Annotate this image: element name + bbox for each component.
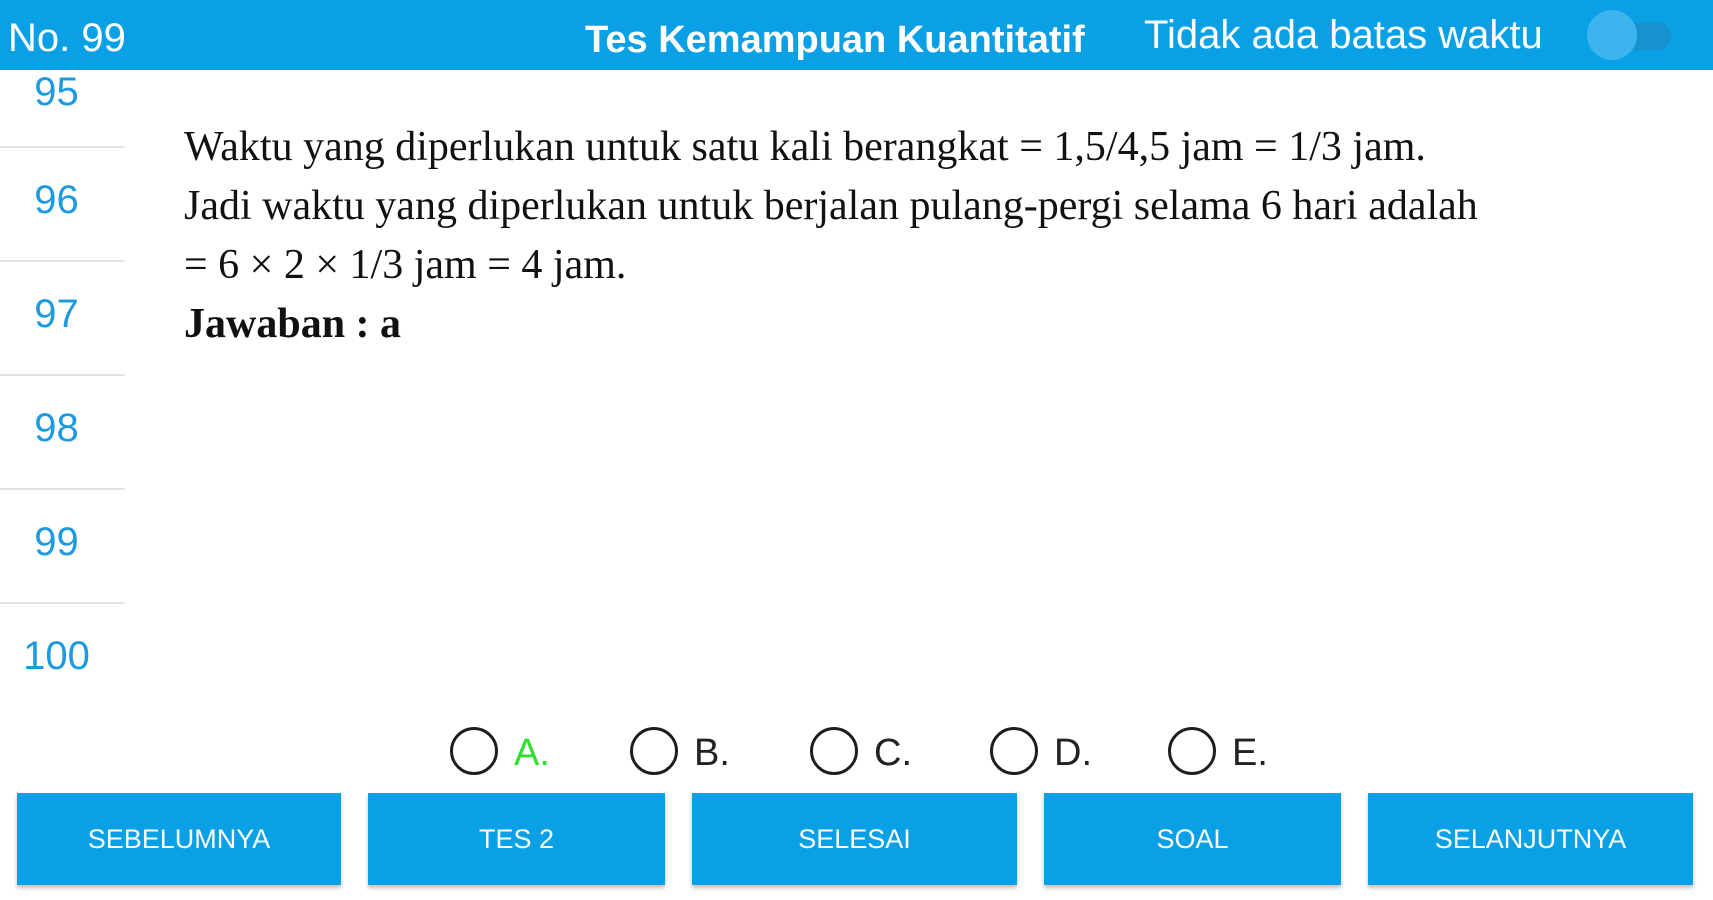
test-title: Tes Kemampuan Kuantitatif [585, 19, 1085, 61]
option-label: E. [1232, 732, 1268, 774]
option-label: C. [874, 732, 912, 774]
question-list-number: 99 [34, 520, 79, 564]
answer-explanation [184, 118, 1664, 354]
question-list-number: 97 [34, 292, 79, 336]
questions-button[interactable]: SOAL [1044, 793, 1341, 885]
question-list-item[interactable] [0, 262, 125, 376]
question-list-item[interactable] [0, 490, 125, 604]
radio-button[interactable] [1168, 727, 1216, 775]
answer-options [450, 724, 1350, 778]
question-number-list [0, 70, 125, 718]
question-list-number: 98 [34, 406, 79, 450]
option-label: B. [694, 732, 730, 774]
question-list-item[interactable] [0, 148, 125, 262]
radio-button[interactable] [630, 727, 678, 775]
option-a[interactable] [450, 724, 550, 778]
toggle-knob [1587, 10, 1637, 60]
radio-button[interactable] [450, 727, 498, 775]
timer-text: Tidak ada batas waktu [1144, 13, 1543, 57]
question-list-number: 100 [23, 634, 90, 678]
question-number: No. 99 [8, 16, 126, 60]
explanation-line: = 6 × 2 × 1/3 jam = 4 jam. [184, 242, 627, 288]
option-d[interactable] [990, 724, 1092, 778]
option-e[interactable] [1168, 724, 1268, 778]
radio-button[interactable] [990, 727, 1038, 775]
question-list-item[interactable] [0, 376, 125, 490]
explanation-line: Waktu yang diperlukan untuk satu kali berangkat = 1,5/4,5 jam = 1/3 jam. [184, 124, 1426, 170]
option-b[interactable] [630, 724, 730, 778]
timer-toggle-switch[interactable] [1583, 10, 1675, 60]
option-label: A. [514, 732, 550, 774]
question-list-number: 96 [34, 178, 79, 222]
previous-button[interactable]: SEBELUMNYA [17, 793, 341, 885]
option-c[interactable] [810, 724, 912, 778]
radio-button[interactable] [810, 727, 858, 775]
next-button[interactable]: SELANJUTNYA [1368, 793, 1693, 885]
explanation-line: Jadi waktu yang diperlukan untuk berjalan pulang-pergi selama 6 hari adalah [184, 183, 1478, 229]
finish-button[interactable]: SELESAI [692, 793, 1017, 885]
test-2-button[interactable]: TES 2 [368, 793, 665, 885]
question-list-item[interactable] [0, 70, 125, 148]
question-list-item[interactable] [0, 604, 125, 718]
question-list-number: 95 [34, 70, 79, 114]
top-bar [0, 0, 1713, 70]
option-label: D. [1054, 732, 1092, 774]
answer-key: Jawaban : a [184, 301, 402, 347]
